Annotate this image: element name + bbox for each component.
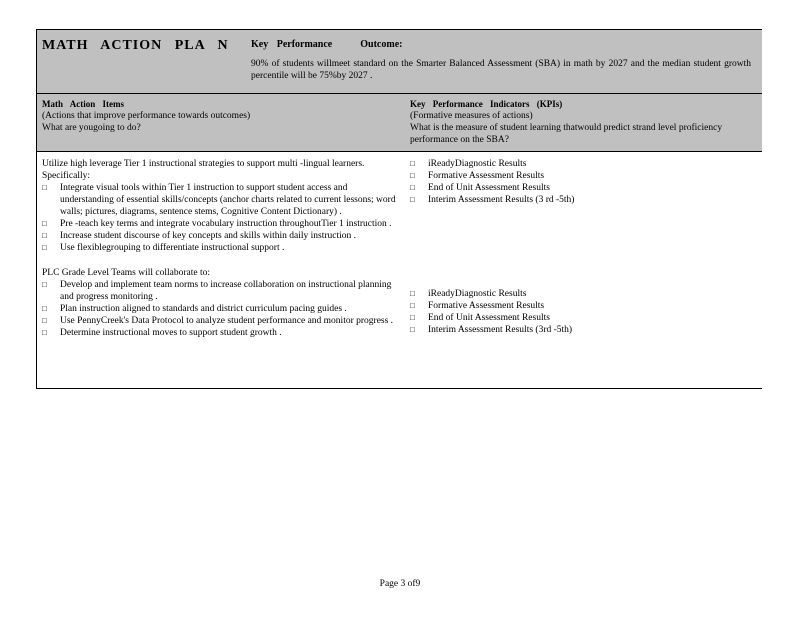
checkbox-bullet-icon: □ (410, 171, 415, 180)
kpo-label-b: Outcome: (360, 39, 403, 50)
list-item: □ Use flexiblegrouping to differentiate instructional support . (42, 243, 285, 253)
kpo-label-a: Key Performance (251, 39, 333, 50)
action-items-header (37, 94, 404, 151)
list-item: □ Use PennyCreek's Data Protocol to analyze student performance and monitor progress . (42, 316, 394, 326)
checkbox-bullet-icon: □ (42, 304, 47, 313)
list-item: □ Pre -teach key terms and integrate vocabulary instruction throughoutTier 1 instruction . (42, 219, 392, 229)
action-items-sub1: (Actions that improve performance towards outcomes) (42, 111, 251, 121)
checkbox-bullet-icon: □ (410, 183, 415, 192)
kpo-text: 90% of students willmeet standard on the Smarter Balanced Assessment (SBA) in math by 2027 and the median student growth percentile will be 75%by 2027 . (251, 59, 751, 81)
checkbox-bullet-icon: □ (42, 219, 47, 228)
page-title: MATH ACTION PLA N (42, 38, 229, 53)
kpo-label (251, 39, 402, 50)
title-row (37, 30, 762, 94)
list-item: □ Formative Assessment Results (410, 171, 545, 181)
kpi-title: Key Performance Indicators (KPIs) (410, 99, 563, 109)
checkbox-bullet-icon: □ (410, 325, 415, 334)
column-header-row (37, 94, 762, 152)
list-item: □ Develop and implement team norms to increase collaboration on instructional planning and progress monitoring . (42, 280, 392, 302)
list-item: □ Interim Assessment Results (3rd -5th) (410, 325, 573, 335)
list-item: □ Integrate visual tools within Tier 1 instruction to support student access and understanding of essential skills/concepts (anchor charts related to current lessons; word walls; pictures, diagrams, sentence stems, Cognitive Content Dictionary) . (42, 183, 396, 217)
checkbox-bullet-icon: □ (42, 328, 47, 337)
action-items-column (37, 152, 404, 388)
checkbox-bullet-icon: □ (410, 301, 415, 310)
kpi-sub1: (Formative measures of actions) (410, 111, 533, 121)
kpi-list (410, 158, 762, 206)
checkbox-bullet-icon: □ (410, 313, 415, 322)
checkbox-bullet-icon: □ (42, 231, 47, 240)
checkbox-bullet-icon: □ (410, 195, 415, 204)
list-item: □ iReadyDiagnostic Results (410, 289, 527, 299)
list-item: □ End of Unit Assessment Results (410, 313, 550, 323)
list-item: □ Increase student discourse of key concepts and skills within daily instruction . (42, 231, 357, 241)
kpi-column (404, 152, 762, 388)
checkbox-bullet-icon: □ (42, 183, 47, 192)
kpi-header (404, 94, 762, 151)
action-plan-table (36, 29, 762, 389)
list-item: □ Determine instructional moves to support student growth . (42, 328, 282, 338)
page-number: Page 3 of9 (379, 579, 421, 589)
checkbox-bullet-icon: □ (42, 243, 47, 252)
list-item: □ End of Unit Assessment Results (410, 183, 550, 193)
action-items-title: Math Action Items (42, 99, 124, 109)
list-item: □ Formative Assessment Results (410, 301, 545, 311)
content-row (37, 152, 762, 388)
checkbox-bullet-icon: □ (42, 316, 47, 325)
checkbox-bullet-icon: □ (42, 280, 47, 289)
section-intro: PLC Grade Level Teams will collaborate to: (42, 268, 210, 278)
section-intro: Utilize high leverage Tier 1 instructional strategies to support multi -lingual learners. Specifically: (42, 159, 365, 181)
list-item: □ iReadyDiagnostic Results (410, 159, 527, 169)
list-item: □ Plan instruction aligned to standards and district curriculum pacing guides . (42, 304, 347, 314)
checkbox-bullet-icon: □ (410, 289, 415, 298)
action-items-sub2: What are yougoing to do? (42, 123, 141, 133)
list-item: □ Interim Assessment Results (3 rd -5th) (410, 195, 575, 205)
kpi-list (410, 288, 762, 336)
action-section (42, 267, 402, 339)
kpi-sub2: What is the measure of student learning thatwould predict strand level proficiency performance on the SBA? (410, 123, 723, 145)
checkbox-bullet-icon: □ (410, 159, 415, 168)
action-section (42, 158, 402, 254)
